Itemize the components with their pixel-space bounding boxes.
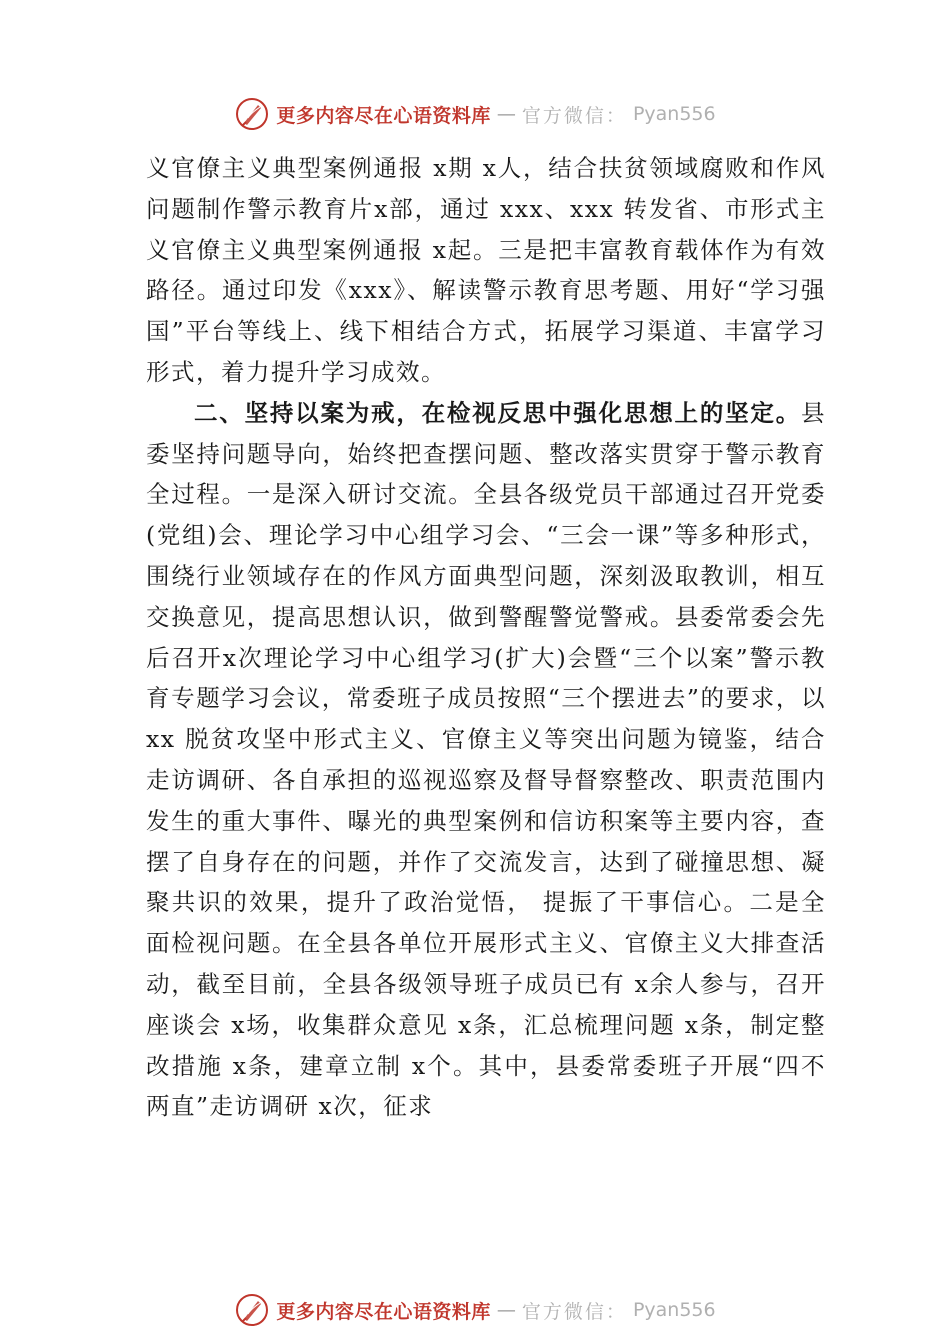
quill-pen-logo-icon <box>234 96 270 132</box>
paragraph-2-body: 县委坚持问题导向，始终把查摆问题、整改落实贯穿于警示教育全过程。一是深入研讨交流。全县各级党员干部通过召开党委(党组)会、理论学习中心组学习会、“三会一课”等多种形式，围绕行业领域存在的作风方面典型问题，深刻汲取教训，相互交换意见，提高思想认识，做到警醒警觉警戒。县委常委会先后召开x次理论学习中心组学习(扩大)会暨“三个以案”警示教育专题学习会议，常委班子成员按照“三个摆进去”的要求，以 xx 脱贫攻坚中形式主义、官僚主义等突出问题为镜鉴，结合走访调研、各自承担的巡视巡察及督导督察整改、职责范围内发生的重大事件、曝光的典型案例和信访积案等主要内容，查摆了自身存在的问题，并作了交流发言，达到了碰撞思想、凝聚共识的效果，提升了政治觉悟， 提振了干事信心。二是全面检视问题。在全县各单位开展形式主义、官僚主义大排查活动，截至目前，全县各级领导班子成员已有 x余人参与，召开座谈会 x场，收集群众意见 x条，汇总梳理问题 x条，制定整改措施 x条，建章立制 x个。其中，县委常委班子开展“四不两直”走访调研 x次，征求 <box>146 398 826 1121</box>
header-brand-text: 更多内容尽在心语资料库 <box>276 104 491 127</box>
header-separator: — <box>496 103 516 125</box>
section-heading: 二、坚持以案为戒，在检视反思中强化思想上的坚定。 <box>194 398 801 427</box>
header-wechat-label: 官方微信： <box>521 104 627 127</box>
footer-wechat-label: 官方微信： <box>521 1300 627 1323</box>
footer-separator: — <box>496 1299 516 1321</box>
header-wechat-id: Pyan556 <box>632 103 716 125</box>
document-body <box>146 148 826 1127</box>
footer-wechat-id: Pyan556 <box>632 1299 716 1321</box>
footer-banner <box>0 1290 950 1330</box>
header-banner <box>0 94 950 134</box>
paragraph-1: 义官僚主义典型案例通报 x期 x人，结合扶贫领域腐败和作风问题制作警示教育片x部，通过 xxx、xxx 转发省、市形式主义官僚主义典型案例通报 x起。三是把丰富教育载体作为有效路径。通过印发《xxx》、解读警示教育思考题、用好“学习强国”平台等线上、线下相结合方式，拓展学习渠道、丰富学习形式，着力提升学习成效。 <box>146 154 826 386</box>
header-banner-inner <box>234 96 715 132</box>
paragraph-2 <box>146 393 826 1127</box>
footer-banner-inner <box>234 1292 715 1328</box>
quill-pen-logo-icon <box>234 1292 270 1328</box>
footer-brand-text: 更多内容尽在心语资料库 <box>276 1300 491 1323</box>
